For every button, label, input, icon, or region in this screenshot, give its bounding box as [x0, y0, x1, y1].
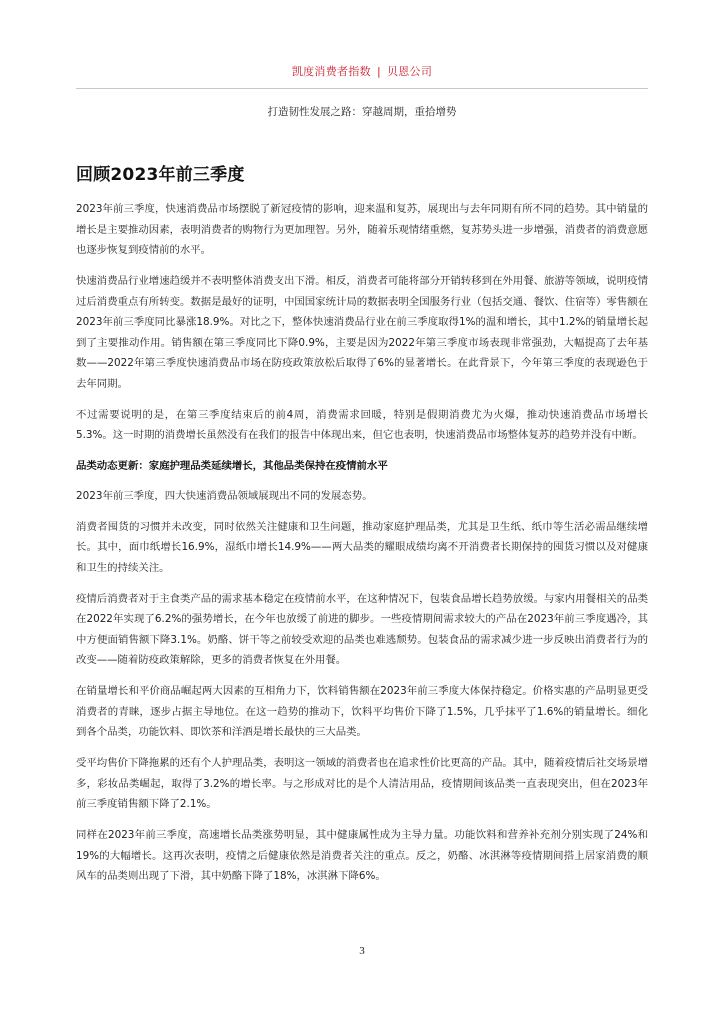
- header-brand-bain: 贝恩公司: [386, 65, 433, 78]
- paragraph-beverages: 在销量增长和平价商品崛起两大因素的互相角力下，饮料销售额在2023年前三季度大体保持稳定。价格实惠的产品明显更受消费者的青睐，逐步占据主导地位。在这一趋势的推动下，饮料平均售价下降了1.5%，几乎抹平了1.6%的销量增长。细化到各个品类，功能饮料、即饮茶和洋酒是增长最快的三大品类。: [76, 685, 648, 738]
- paragraph-four-sectors: 2023年前三季度，四大快速消费品领域展现出不同的发展态势。: [76, 489, 373, 502]
- paragraph-fast-growth: 同样在2023年前三季度，高速增长品类涨势明显，其中健康属性成为主导力量。功能饮料和营养补充剂分别实现了24%和19%的大幅增长。这再次表明，疫情之后健康依然是消费者关注的重点。反之，奶酪、冰淇淋等疫情期间搭上居家消费的顺风车的品类则出现了下滑，其中奶酪下降了18%，冰淇淋下降6%。: [76, 829, 648, 882]
- report-subtitle: 打造韧性发展之路：穿越周期，重拾增势: [267, 106, 457, 118]
- page-number: 3: [359, 945, 365, 957]
- header-divider: [76, 88, 648, 89]
- paragraph-packaged-food: 疫情后消费者对于主食类产品的需求基本稳定在疫情前水平，在这种情况下，包装食品增长趋势放缓。与家内用餐相关的品类在2022年实现了6.2%的强势增长，在今年也放缓了前进的脚步。一些疫情期间需求较大的产品在2023年前三季度遇冷，其中方便面销售额下降3.1%。奶酪、饼干等之前较受欢迎的品类也难逃颓势。包装食品的需求减少进一步反映出消费者行为的改变——随着防疫政策解除，更多的消费者恢复在外用餐。: [76, 592, 648, 666]
- report-header: [0, 63, 724, 79]
- header-separator: |: [376, 65, 381, 78]
- header-brand-kantar: 凯度消费者指数: [291, 65, 371, 78]
- section-title: 回顾2023年前三季度: [76, 165, 245, 185]
- paragraph-spending-shift: 快速消费品行业增速趋缓并不表明整体消费支出下滑。相反，消费者可能将部分开销转移到在外用餐、旅游等领域，说明疫情过后消费重点有所转变。数据是最好的证明，中国国家统计局的数据表明全国服务行业（包括交通、餐饮、住宿等）零售额在2023年前三季度同比暴涨18.9%。对比之下，整体快速消费品行业在前三季度取得1%的温和增长，其中1.2%的销量增长起到了主要推动作用。销售额在第三季度同比下降0.9%，主要是因为2022年第三季度市场表现非常强劲，大幅提高了去年基数——2022年第三季度快速消费品市场在防疫政策放松后取得了6%的显著增长。在此背景下，今年第三季度的表现逊色于去年同期。: [76, 275, 648, 390]
- subheading-category-update: 品类动态更新：家庭护理品类延续增长，其他品类保持在疫情前水平: [76, 460, 388, 472]
- paragraph-home-care: 消费者囤货的习惯并未改变，同时依然关注健康和卫生问题，推动家庭护理品类，尤其是卫生纸、纸巾等生活必需品继续增长。其中，面巾纸增长16.9%，湿纸巾增长14.9%——两大品类的耀眼成绩均离不开消费者长期保持的囤货习惯以及对健康和卫生的持续关注。: [76, 520, 648, 574]
- page-body: [76, 160, 648, 897]
- paragraph-q4-rebound: 不过需要说明的是，在第三季度结束后的前4周，消费需求回暖，特别是假期消费尤为火爆，推动快速消费品市场增长5.3%。这一时期的消费增长虽然没有在我们的报告中体现出来，但它也表明，快速消费品市场整体复苏的趋势并没有中断。: [76, 408, 648, 441]
- paragraph-personal-care: 受平均售价下降拖累的还有个人护理品类，表明这一领域的消费者也在追求性价比更高的产品。其中，随着疫情后社交场景增多，彩妆品类崛起，取得了3.2%的增长率。与之形成对比的是个人清洁用品，疫情期间该品类一直表现突出，但在2023年前三季度销售额下降了2.1%。: [76, 757, 648, 810]
- paragraph-overview: 2023年前三季度，快速消费品市场摆脱了新冠疫情的影响，迎来温和复苏，展现出与去年同期有所不同的趋势。其中销量的增长是主要推动因素，表明消费者的购物行为更加理智。另外，随着乐观情绪重燃，复苏势头进一步增强，消费者的消费意愿也逐步恢复到疫情前的水平。: [76, 203, 648, 256]
